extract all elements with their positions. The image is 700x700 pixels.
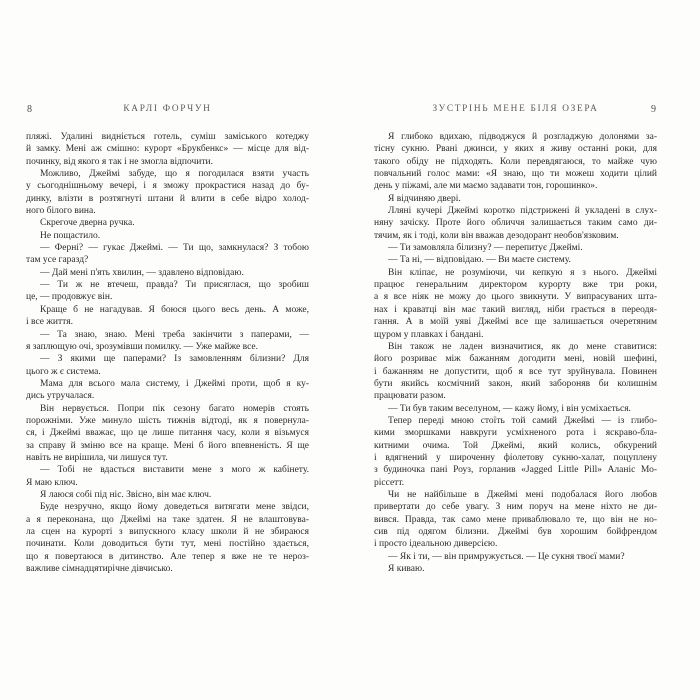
- text-line: — Ти був таким веселуном, — кажу йому, і він усміхається.: [388, 403, 631, 414]
- text-line: бути якийсь космічний закон, який забороняв би колишнім: [374, 378, 657, 389]
- text-line: Він кліпає, не розуміючи, чи кепкую я з нього. Джеймі: [388, 267, 657, 278]
- text-line: ного білого вина.: [26, 206, 96, 217]
- text-line: Мама для всього мала систему, і Джеймі проти, щоб я ку-: [40, 378, 309, 389]
- text-line: нах і краватці він має такий вигляд, ніби грається в переодя-: [374, 304, 657, 315]
- text-line: привертати до себе увагу. З ним поруч на мене ніхто не ди-: [374, 502, 657, 513]
- text-line: Він також не ладен визначитися, як до мене ставитися:: [388, 341, 657, 352]
- page-number-right: 9: [651, 104, 656, 115]
- text-line: починати. Коли доводиться бути тут, мені постійно здається,: [26, 539, 309, 550]
- text-line: Краще б не нагадував. Я боюся цього весь день. А може,: [40, 304, 309, 315]
- text-line: Я відчиняю двері.: [388, 193, 461, 204]
- text-line: Не пощастило.: [40, 230, 101, 241]
- text-line: і все життя.: [26, 317, 73, 328]
- text-line: вився. Правда, так само мене приваблювало те, що він не но-: [374, 514, 657, 525]
- running-header-title: ЗУСТРІНЬ МЕНЕ БІЛЯ ОЗЕРА: [432, 104, 599, 114]
- text-line: Тепер переді мною стоїть той самий Джеймі — із глибо-: [388, 415, 657, 426]
- page-left-text: [26, 131, 309, 575]
- text-line: його розриває між бажанням догодити мені, новій шефині,: [374, 354, 657, 365]
- text-line: ріссетт.: [374, 477, 405, 488]
- text-line: я заплющую очі, зрозумівши помилку. — Уже майже все.: [26, 341, 259, 352]
- text-line: — Ти ж не втечеш, правда? Ти присяглася, що зробиш: [40, 280, 309, 291]
- running-header-author: КАРЛІ ФОРЧУН: [123, 104, 212, 114]
- text-line: важливе сімнадцятирічне дівчисько.: [26, 564, 173, 575]
- text-line: тячим, як і тоді, коли він вважав дезодорант необов'язковим.: [374, 230, 619, 241]
- text-line: — Ти замовляла білизну? — перепитує Джеймі.: [388, 243, 583, 254]
- text-line: день у піжамі, але ми маємо задавати тон, горошинко».: [374, 181, 598, 192]
- text-line: і просто ідеальною диверсією.: [374, 539, 498, 550]
- page-right-header-row: [374, 104, 657, 118]
- text-line: — Та ні, — відповідаю. — Ви маєте систему.: [388, 255, 571, 266]
- text-line: кими зморшками навкруги усміхненого рота і яскраво-бла-: [374, 428, 657, 439]
- text-line: щуром у плавках і бандані.: [374, 329, 484, 340]
- text-line: — Та знаю, знаю. Мені треба закінчити з паперами, —: [40, 329, 309, 340]
- text-line: з будиночка пані Роуз, горланив «Jagged Little Pill» Аланіс Мо-: [374, 465, 657, 476]
- text-line: тісну сукню. Рвані джинси, у яких я живу останні роки, для: [374, 144, 657, 155]
- text-line: Скрегоче дверна ручка.: [40, 218, 135, 229]
- page-left-header-row: [26, 104, 309, 118]
- text-line: й замку. Мені аж смішно: курорт «Брукбенкс» — місце для від-: [26, 144, 309, 155]
- text-line: Буде незручно, якщо йому доведеться витягати мене звідси,: [40, 502, 309, 513]
- text-line: працювати разом.: [374, 391, 446, 402]
- text-line: пляжі. Удалині видніється готель, суміш заміського котеджу: [26, 132, 309, 142]
- text-line: Я глибоко вдихаю, підводжуся й розгладжую долонями за-: [388, 132, 657, 142]
- text-line: Він нервується. Попри пік сезону багато номерів стоять: [40, 403, 309, 414]
- text-line: що я повертаюся в дитинство. Але тепер я вже не те нероз-: [26, 551, 309, 562]
- text-line: — Дай мені п'ять хвилин, — здавлено відповідаю.: [40, 267, 244, 278]
- text-line: сив під одягом білизни. Джеймі був хорошим бойфрендом: [374, 527, 657, 537]
- text-line: Я маю ключ.: [26, 477, 78, 488]
- text-line: працює генеральним директором курорту вже три роки,: [374, 280, 657, 291]
- text-line: динку, влізти в розтягнуті штани й влити в себе відро холод-: [26, 193, 309, 204]
- text-line: у сьогоднішньому вечері, і я зможу прокрастися назад до бу-: [26, 181, 309, 192]
- text-line: порожніми. Уже минуло шість тижнів відтоді, як я повернула-: [26, 415, 309, 426]
- text-line: гання. А в моїй уяві Джеймі все ще залишається очеретяним: [374, 317, 657, 328]
- text-line: і бажанням не допустити, щоб я все тут зруйнувала. Повинен: [374, 366, 657, 377]
- text-line: дись утручалася.: [26, 391, 95, 402]
- text-line: там усе гаразд?: [26, 255, 89, 266]
- text-line: за справу й зміню все на краще. Мені б його впевненість. Я ще: [26, 440, 309, 451]
- text-line: — Тобі не вдасться виставити мене з мого ж кабінету.: [40, 465, 309, 476]
- text-line: починку, від якого я так і не змогла відпочити.: [26, 156, 213, 167]
- text-line: цього ж є система.: [26, 366, 101, 377]
- text-line: а я все ніяк не можу до цього звикнути. У випрасуваних шта-: [374, 292, 657, 303]
- page-number-left: 8: [27, 104, 32, 115]
- text-line: Лляні кучері Джеймі коротко підстрижені й укладені в слух-: [388, 206, 657, 217]
- page-right-text: [374, 131, 657, 575]
- text-line: китними очима. Той Джеймі, який колись, обкурений: [374, 440, 657, 451]
- text-line: Я лаюся собі під ніс. Звісно, він має ключ.: [40, 489, 212, 500]
- text-line: це, — продовжує він.: [26, 292, 113, 303]
- text-line: і вдягнений у широченну фіолетову сукню-халат, поцуплену: [374, 452, 657, 463]
- page-right: [350, 0, 700, 700]
- text-line: такого обіду не підходять. Коли перевдягаюся, то майже чую: [374, 156, 657, 167]
- text-line: ла сцен на курорті з випускного класу школи й не збираюся: [26, 527, 309, 537]
- text-line: ся, і Джеймі вважає, що це лише питання часу, коли я візьмуся: [26, 428, 309, 439]
- text-line: няну зачіску. Проте його обличчя залишається таким само ди-: [374, 218, 657, 229]
- text-line: Чи не найбільше в Джеймі мені подобалася його любов: [388, 489, 657, 500]
- text-line: навіть не вирішила, чи лишуся тут.: [26, 452, 168, 463]
- text-line: — Як і ти, — він примружується. — Це сукня твоєї мами?: [388, 551, 625, 562]
- text-line: Я киваю.: [388, 564, 425, 575]
- text-line: — Ферні? — гукає Джеймі. — Ти що, замкнулася? З тобою: [40, 243, 309, 254]
- text-line: — З якими ще паперами? Із замовленням білизни? Для: [40, 354, 309, 365]
- text-line: а я переконана, що Джеймі на таке здатен. Я не влаштовува-: [26, 514, 309, 525]
- text-line: повчальний голос мами: «Я знаю, що ти можеш ходити цілий: [374, 169, 657, 180]
- text-line: Можливо, Джеймі забуде, що я погодилася взяти участь: [40, 169, 309, 180]
